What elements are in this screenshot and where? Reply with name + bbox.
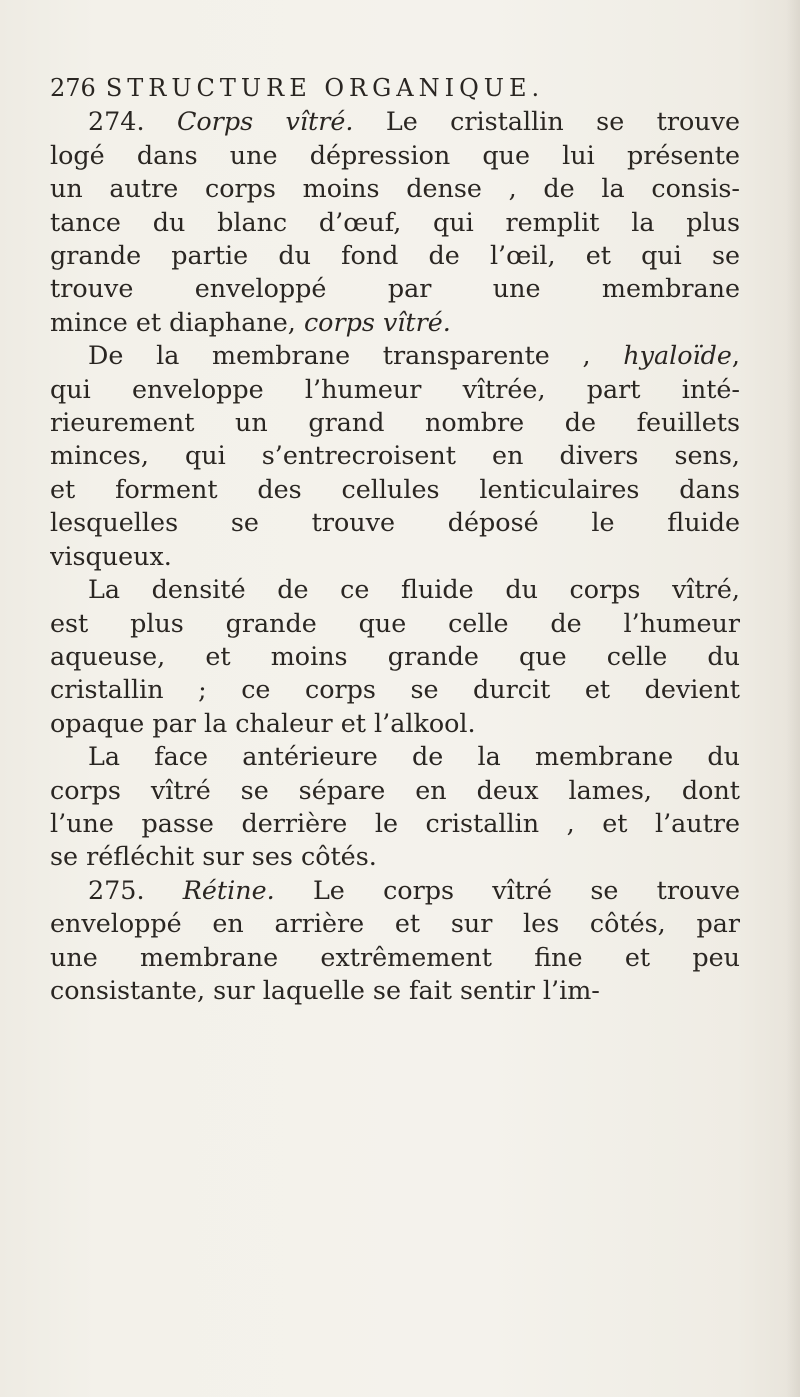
text-run: Le cristallin se trouve [353,106,740,137]
text-run: mince et diaphane, [50,306,304,337]
text-run: est plus grande que celle de l’humeur [50,607,740,638]
text-run: l’une passe derrière le cristallin , et l’autre [50,807,740,838]
text-run: La face antérieure de la membrane du [88,741,740,772]
text-run: grande partie du fond de l’œil, et qui se [50,240,740,271]
text-line [50,439,740,472]
text-line [50,573,740,606]
italic-term: Corps vîtré. [176,106,354,137]
text-run: corps vîtré se sépare en deux lames, dont [50,774,740,805]
body-text [50,105,740,1007]
text-run: tance du blanc d’œuf, qui remplit la plus [50,206,740,237]
text-line [50,272,740,305]
text-line [50,807,740,840]
text-line [50,473,740,506]
running-title: STRUCTURE ORGANIQUE. [105,74,545,102]
text-run: aqueuse, et moins grande que celle du [50,640,740,671]
text-run: consistante, sur laquelle se fait sentir l’im- [50,974,600,1005]
text-line [50,406,740,439]
text-line [50,105,740,138]
text-line [50,974,740,1007]
text-line [50,172,740,205]
text-run: minces, qui s’entrecroisent en divers sens, [50,440,740,471]
text-run: 274. [88,106,177,137]
text-line [50,907,740,940]
text-run: qui enveloppe l’humeur vîtrée, part inté- [50,373,740,404]
italic-term: hyaloïde [623,340,732,371]
text-run: opaque par la chaleur et l’alkool. [50,707,476,738]
text-run: enveloppé en arrière et sur les côtés, par [50,908,740,939]
text-run: se réfléchit sur ses côtés. [50,841,377,872]
text-line [50,673,740,706]
text-run: Le corps vîtré se trouve [274,874,740,905]
text-run: cristallin ; ce corps se durcit et devient [50,674,740,705]
text-line [50,540,740,573]
text-line [50,740,740,773]
text-run: , [731,340,740,371]
text-run: logé dans une dépression que lui présente [50,139,740,170]
text-run: une membrane extrêmement fine et peu [50,941,740,972]
text-run: visqueux. [50,540,172,571]
text-run: lesquelles se trouve déposé le fluide [50,507,740,538]
text-line [50,206,740,239]
text-run: rieurement un grand nombre de feuillets [50,407,740,438]
running-header [50,72,740,105]
text-run: La densité de ce fluide du corps vîtré, [88,574,740,605]
text-run: 275. [88,874,183,905]
italic-term: Rétine. [182,874,275,905]
text-run: De la membrane transparente , [88,340,624,371]
text-run: trouve enveloppé par une membrane [50,273,740,304]
text-line [50,139,740,172]
text-line [50,306,740,339]
page-edge-shadow [786,0,800,1397]
text-line [50,874,740,907]
text-line [50,774,740,807]
text-line [50,640,740,673]
text-run: et forment des cellules lenticulaires dans [50,473,740,504]
text-line [50,506,740,539]
text-block [50,72,740,1007]
text-line [50,339,740,372]
italic-term: corps vîtré. [303,306,451,337]
page-number: 276 [50,74,96,102]
text-line [50,941,740,974]
text-line [50,607,740,640]
text-line [50,373,740,406]
text-line [50,239,740,272]
text-line [50,840,740,873]
text-run: un autre corps moins dense , de la consis- [50,173,740,204]
text-line [50,707,740,740]
